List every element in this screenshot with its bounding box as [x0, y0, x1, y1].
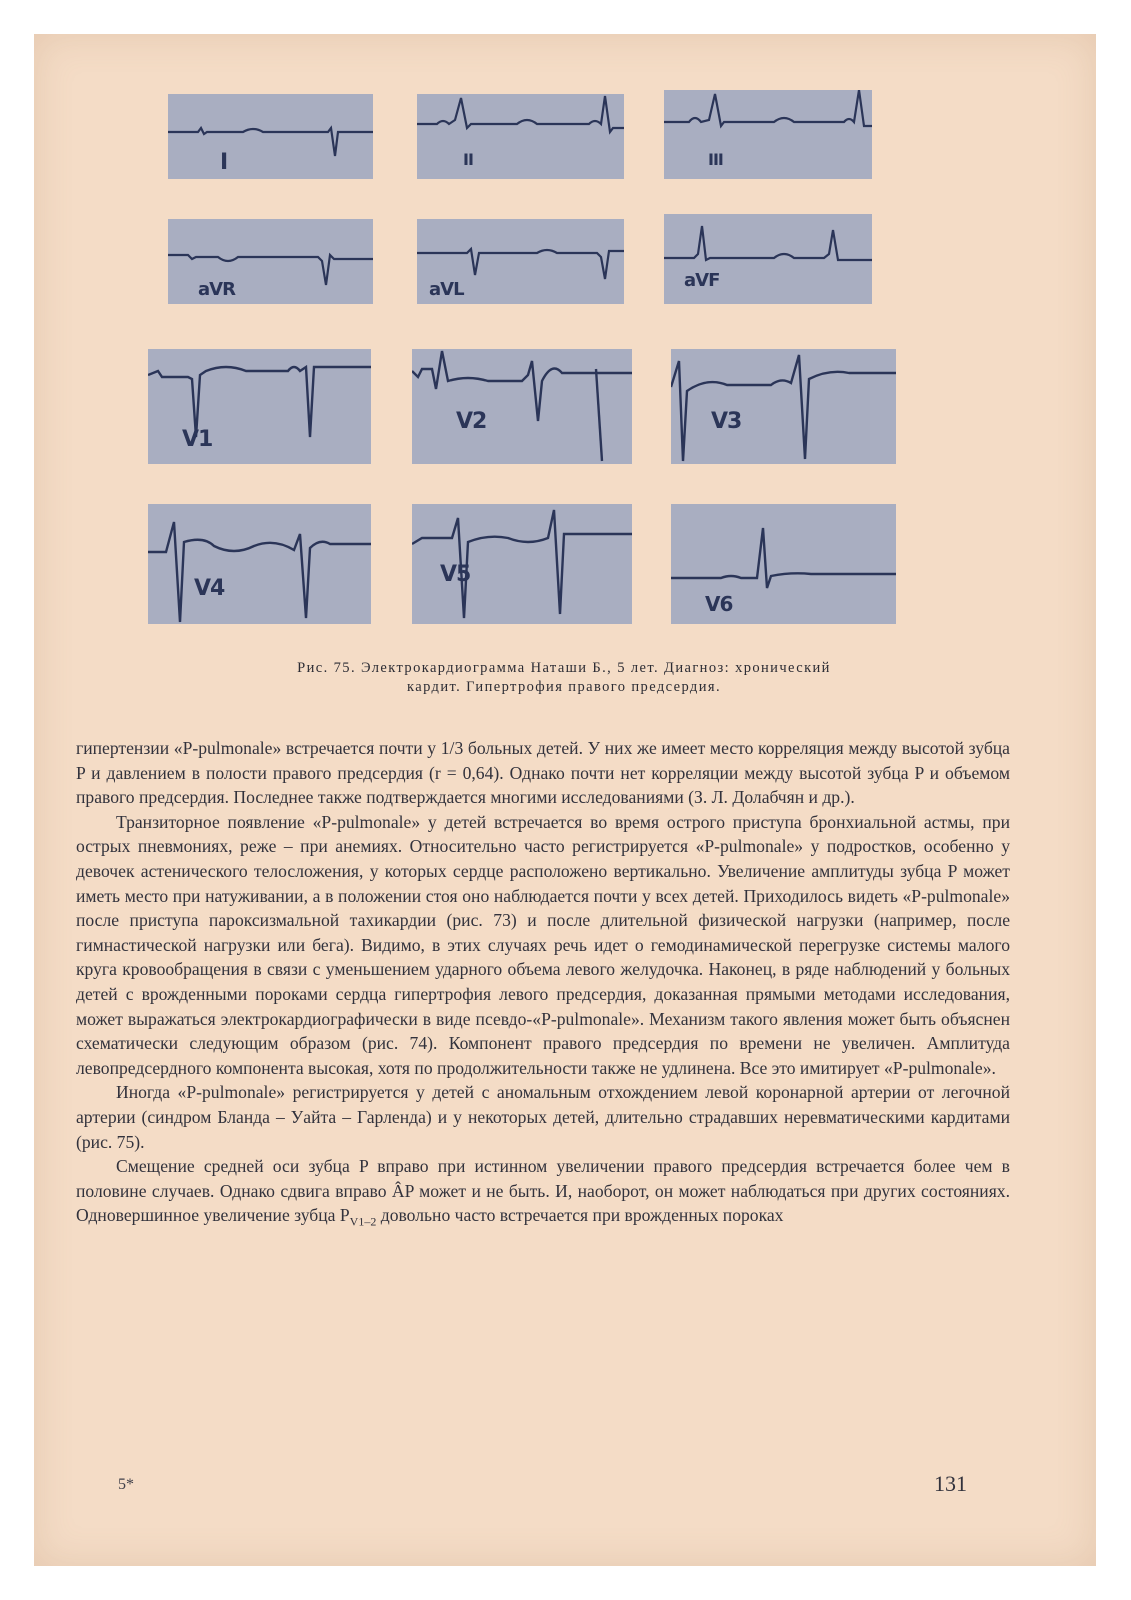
ecg-panel-lead-v2 — [412, 349, 632, 464]
ecg-panel-lead-avf — [664, 214, 872, 304]
lead-label-avr: aVR — [198, 279, 235, 300]
paragraph-4-part-2: довольно часто встречается при врожденных пороках — [376, 1205, 784, 1226]
ecg-panel-lead-avl — [417, 219, 624, 304]
ecg-trace-lead-v2 — [412, 349, 632, 464]
lead-label-avf: aVF — [684, 270, 720, 291]
ecg-panel-lead-avr — [168, 219, 373, 304]
lead-label-v4: V4 — [194, 576, 225, 601]
book-page — [34, 34, 1096, 1566]
caption-line-1: Рис. 75. Электрокардиограмма Наташи Б., 5 лет. Диагноз: хронический — [297, 660, 831, 676]
ecg-panel-lead-3 — [664, 90, 872, 179]
caption-line-2: кардит. Гипертрофия правого предсердия. — [407, 679, 721, 695]
ecg-panel-lead-2 — [417, 94, 624, 179]
paragraph-2: Транзиторное появление «P-pulmonale» у детей встречается во время острого приступа бронхиальной астмы, при острых пневмониях, реже – при анемиях. Относительно часто регистрируется «P-pulmonale» у подростков, особенно у девочек астенического телосложения, у которых сердце расположено вертикально. Увеличение амплитуды зубца P может иметь место при натуживании, а в положении стоя оно наблюдается почти у всех детей. Приходилось видеть «P-pulmonale» после приступа пароксизмальной тахикардии (рис. 73) и после длительной физической нагрузки (например, после гимнастической нагрузки или бега). Видимо, в этих случаях речь идет о гемодинамической перегрузке системы малого круга кровообращения в связи с уменьшением ударного объема левого желудочка. Наконец, в ряде наблюдений у больных детей с врожденными пороками сердца гипертрофия левого предсердия, доказанная прямыми методами исследования, может выражаться электрокардиографически в виде псевдо-«P-pulmonale». Механизм такого явления может быть объяснен схематически следующим образом (рис. 74). Компонент правого предсердия по времени не увеличен. Амплитуда левопредсердного компонента высокая, хотя по продолжительности также не удлинена. Все это имитирует «P-pulmonale». — [76, 811, 1010, 1078]
lead-label-v2: V2 — [456, 409, 487, 434]
body-text — [76, 736, 1010, 1234]
ecg-trace-lead-3 — [664, 90, 872, 179]
ecg-panel-lead-v5 — [412, 504, 632, 624]
ecg-figure — [34, 34, 1096, 654]
ecg-trace-lead-2 — [417, 94, 624, 179]
lead-label-3: III — [708, 150, 723, 169]
page-number: 131 — [934, 1471, 967, 1496]
lead-label-v6: V6 — [705, 592, 733, 616]
lead-label-avl: aVL — [429, 279, 464, 300]
lead-label-v3: V3 — [711, 409, 742, 434]
ecg-panel-lead-1 — [168, 94, 373, 179]
paragraph-3: Иногда «P-pulmonale» регистрируется у детей с аномальным отхождением левой коронарной артерии от легочной артерии (синдром Бланда – Уайта – Гарленда) и у некоторых детей, длительно страдавших неревматическими кардитами (рис. 75). — [76, 1082, 1010, 1152]
ecg-panel-lead-v6 — [671, 504, 896, 624]
p-subscript: V1–2 — [349, 1214, 377, 1229]
lead-label-1: I — [220, 150, 228, 175]
printer-signature: 5* — [118, 1476, 134, 1493]
figure-caption — [144, 659, 984, 697]
ecg-panel-lead-v3 — [671, 349, 896, 464]
lead-label-2: II — [463, 150, 473, 169]
ecg-panel-lead-v1 — [148, 349, 371, 464]
lead-label-v1: V1 — [182, 427, 213, 452]
paragraph-4-part-1: Смещение средней оси зубца P вправо при истинном увеличении правого предсердия встречается более чем в половине случаев. Однако сдвига вправо ÂP может и не быть. И, наоборот, он может наблюдаться при других состояниях. Одновершинное увеличение зубца P — [76, 1156, 1010, 1226]
ecg-panel-lead-v4 — [148, 504, 371, 624]
lead-label-v5: V5 — [440, 562, 471, 587]
paragraph-4 — [76, 1154, 1010, 1234]
ecg-trace-lead-v4 — [148, 504, 371, 624]
ecg-trace-lead-v3 — [671, 349, 896, 464]
paragraph-1: гипертензии «P-pulmonale» встречается почти у 1/3 больных детей. У них же имеет место корреляция между высотой зубца P и давлением в полости правого предсердия (r = 0,64). Однако почти нет корреляции между высотой зубца P и объемом правого предсердия. Последнее также подтверждается многими исследованиями (З. Л. Долабчян и др.). — [76, 738, 1010, 808]
ecg-trace-lead-1 — [168, 94, 373, 179]
